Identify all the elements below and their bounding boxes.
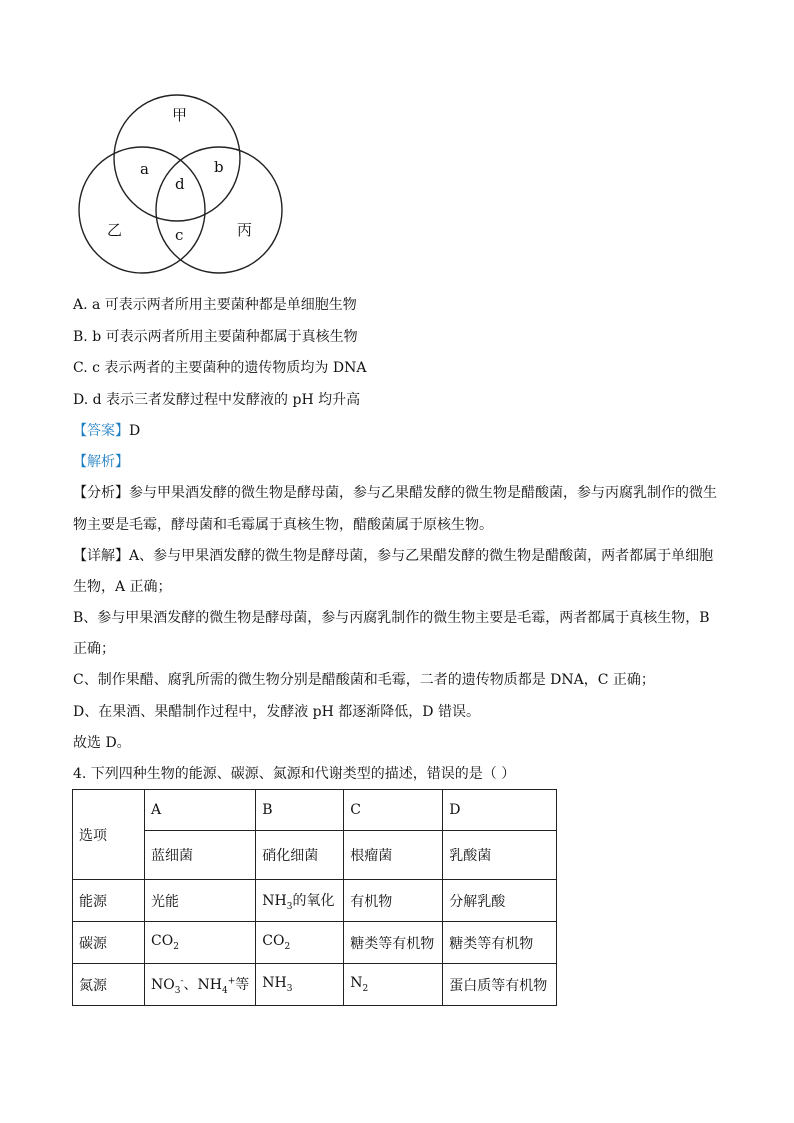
question-4-stem: 4. 下列四种生物的能源、碳源、氮源和代谢类型的描述，错误的是（ ） <box>73 766 516 782</box>
letter-b: B <box>256 790 344 831</box>
energy-a: 光能 <box>145 880 256 922</box>
letter-d: D <box>443 790 557 831</box>
label-jia: 甲 <box>172 106 188 124</box>
nitrogen-c: $N_2$ <box>344 964 443 1006</box>
xiangjie-text-1: A、参与甲果酒发酵的微生物是酵母菌，参与乙果醋发酵的微生物是醋酸菌，两者都属于单细胞 <box>129 548 714 564</box>
xiangjie-label: 【详解】 <box>73 548 129 564</box>
organism-a: 蓝细菌 <box>145 831 256 880</box>
fenxi-text-1: 参与甲果酒发酵的微生物是酵母菌，参与乙果醋发酵的微生物是醋酸菌，参与丙腐乳制作的微生 <box>129 485 717 501</box>
question-4-table <box>72 789 557 1006</box>
carbon-d: 糖类等有机物 <box>443 922 557 964</box>
option-a: A. a 可表示两者所用主要菌种都是单细胞生物 <box>73 297 357 313</box>
letter-c: C <box>344 790 443 831</box>
option-b: B. b 可表示两者所用主要菌种都属于真核生物 <box>73 329 358 345</box>
carbon-label: 碳源 <box>73 922 145 964</box>
organism-d: 乳酸菌 <box>443 831 557 880</box>
header-label-cell: 选项 <box>73 790 145 880</box>
label-c: c <box>175 226 184 244</box>
xiangjie-line-6: D、在果酒、果醋制作过程中，发酵液 pH 都逐渐降低，D 错误。 <box>73 704 480 720</box>
xiangjie-line-7: 故选 D。 <box>73 735 131 751</box>
table-row <box>73 922 557 964</box>
table-row <box>73 790 557 831</box>
analysis-heading: 【解析】 <box>73 454 129 470</box>
xiangjie-line-3: B、参与甲果酒发酵的微生物是酵母菌，参与丙腐乳制作的微生物主要是毛霉，两者都属于真核生物，B <box>73 610 710 626</box>
fenxi-line-1 <box>73 483 717 503</box>
energy-d: 分解乳酸 <box>443 880 557 922</box>
fenxi-label: 【分析】 <box>73 485 129 501</box>
label-a: a <box>140 160 149 178</box>
fenxi-line-2: 物主要是毛霉，酵母菌和毛霉属于真核生物，醋酸菌属于原核生物。 <box>73 517 493 533</box>
option-c: C. c 表示两者的主要菌种的遗传物质均为 DNA <box>73 360 367 376</box>
answer-label: 【答案】 <box>73 423 129 439</box>
xiangjie-line-4: 正确； <box>73 641 115 657</box>
table-row <box>73 964 557 1006</box>
nitrogen-label: 氮源 <box>73 964 145 1006</box>
xiangjie-line-1 <box>73 546 713 566</box>
nitrogen-d: 蛋白质等有机物 <box>443 964 557 1006</box>
nitrogen-a: $NO_3^-$、$NH_4^+$等 <box>145 964 256 1006</box>
answer-value: D <box>129 423 141 439</box>
xiangjie-line-5: C、制作果醋、腐乳所需的微生物分别是醋酸菌和毛霉，二者的遗传物质都是 DNA，C 正确； <box>73 672 655 688</box>
organism-c: 根瘤菌 <box>344 831 443 880</box>
organism-b: 硝化细菌 <box>256 831 344 880</box>
energy-b: $NH_3$的氧化 <box>256 880 344 922</box>
option-d: D. d 表示三者发酵过程中发酵液的 pH 均升高 <box>73 392 361 408</box>
carbon-a: $CO_2$ <box>145 922 256 964</box>
label-bing: 丙 <box>237 221 253 239</box>
energy-c: 有机物 <box>344 880 443 922</box>
table-row <box>73 880 557 922</box>
nitrogen-b: $NH_3$ <box>256 964 344 1006</box>
carbon-c: 糖类等有机物 <box>344 922 443 964</box>
carbon-b: $CO_2$ <box>256 922 344 964</box>
label-yi: 乙 <box>107 221 123 239</box>
label-d: d <box>175 175 185 193</box>
answer-line <box>73 421 140 441</box>
label-b: b <box>214 158 224 176</box>
xiangjie-line-2: 生物，A 正确； <box>73 579 172 595</box>
energy-label: 能源 <box>73 880 145 922</box>
letter-a: A <box>145 790 256 831</box>
venn-diagram <box>72 80 287 280</box>
table-row <box>73 831 557 880</box>
